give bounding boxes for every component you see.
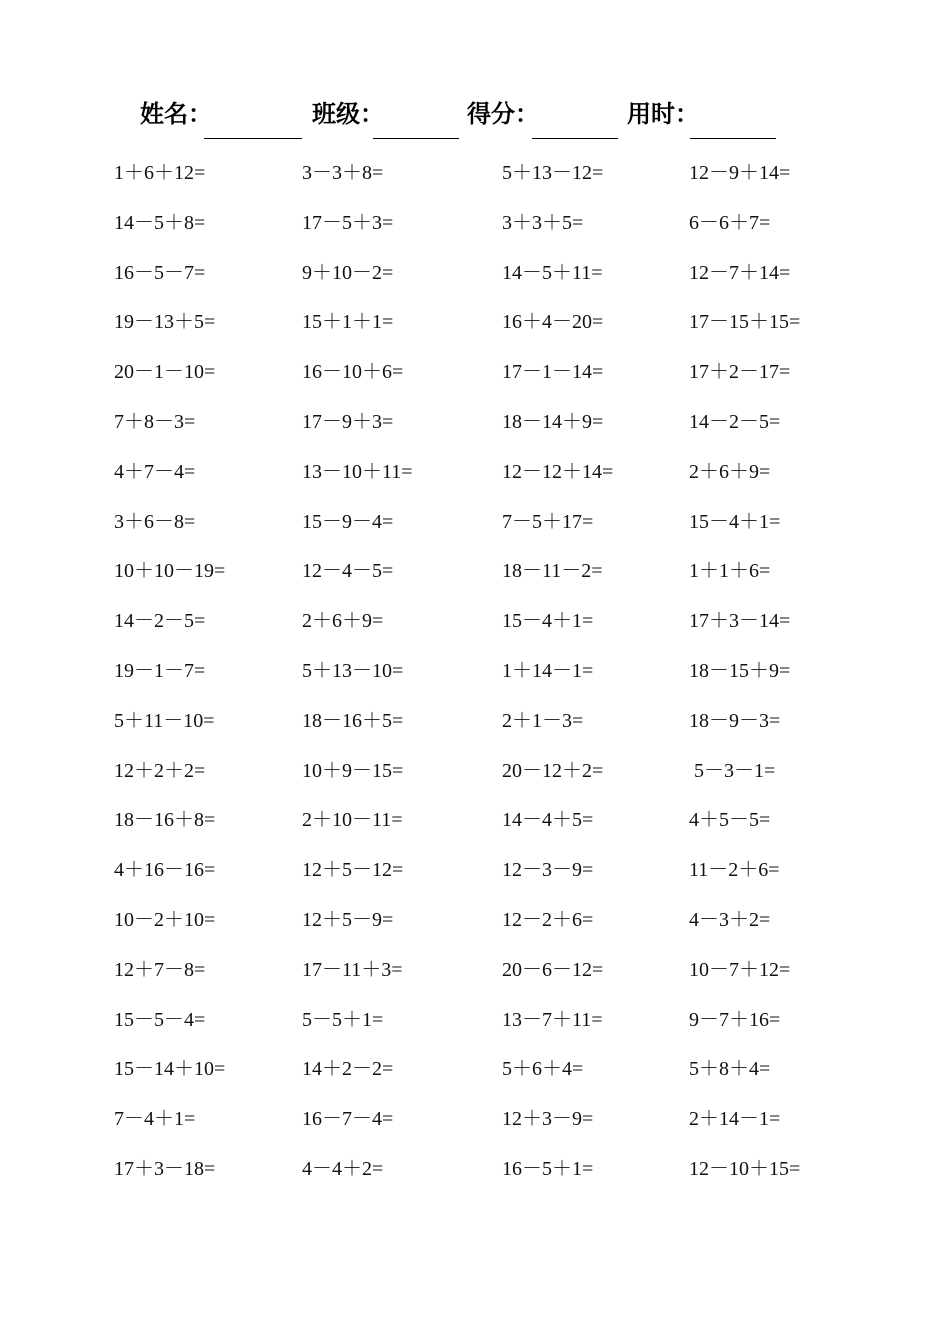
class-label: 班级： bbox=[312, 100, 384, 128]
problem-row bbox=[0, 1051, 950, 1087]
problem-row bbox=[0, 255, 950, 291]
arithmetic-problem: 7－5＋17= bbox=[502, 510, 594, 533]
arithmetic-problem: 18－16＋8= bbox=[114, 809, 216, 832]
arithmetic-problem: 2＋10－11= bbox=[302, 809, 403, 832]
problem-row bbox=[0, 852, 950, 888]
score-label: 得分： bbox=[467, 100, 539, 128]
arithmetic-problem: 14＋2－2= bbox=[302, 1058, 394, 1081]
arithmetic-problem: 16－5－7= bbox=[114, 261, 206, 284]
arithmetic-problem: 17－1－14= bbox=[502, 361, 604, 384]
arithmetic-problem: 3－3＋8= bbox=[302, 162, 384, 184]
problem-row bbox=[0, 504, 950, 540]
arithmetic-problem: 14－4＋5= bbox=[502, 809, 594, 832]
arithmetic-problem: 19－1－7= bbox=[114, 660, 206, 682]
arithmetic-problem: 10－2＋10= bbox=[114, 909, 216, 931]
arithmetic-problem: 15－4＋1= bbox=[502, 610, 594, 633]
arithmetic-problem: 11－2＋6= bbox=[689, 859, 780, 882]
arithmetic-problem: 4－3＋2= bbox=[689, 909, 771, 931]
arithmetic-problem: 4＋16－16= bbox=[114, 859, 216, 882]
arithmetic-problem: 10＋9－15= bbox=[302, 759, 404, 782]
worksheet-header bbox=[0, 96, 950, 144]
arithmetic-problem: 12－7＋14= bbox=[689, 261, 791, 284]
arithmetic-problem: 14－5＋11= bbox=[502, 261, 603, 284]
problem-row bbox=[0, 603, 950, 639]
arithmetic-problem: 12＋2＋2= bbox=[114, 759, 206, 782]
arithmetic-problem: 3＋3＋5= bbox=[502, 211, 584, 234]
problem-row bbox=[0, 553, 950, 589]
problem-row bbox=[0, 902, 950, 938]
arithmetic-problem: 18－15＋9= bbox=[689, 660, 791, 682]
arithmetic-problem: 3＋6－8= bbox=[114, 510, 196, 533]
problem-row bbox=[0, 703, 950, 739]
arithmetic-problem: 2＋6＋9= bbox=[302, 610, 384, 633]
name-label: 姓名： bbox=[140, 100, 212, 128]
arithmetic-problem: 4＋5－5= bbox=[689, 809, 771, 832]
arithmetic-problem: 16＋4－20= bbox=[502, 311, 604, 334]
arithmetic-problem: 6－6＋7= bbox=[689, 211, 771, 234]
arithmetic-problem: 1＋14－1= bbox=[502, 660, 594, 682]
problem-row bbox=[0, 454, 950, 490]
arithmetic-problem: 17＋2－17= bbox=[689, 361, 791, 384]
arithmetic-problem: 15－9－4= bbox=[302, 510, 394, 533]
arithmetic-problem: 2＋14－1= bbox=[689, 1108, 781, 1131]
arithmetic-problem: 5＋13－10= bbox=[302, 660, 404, 682]
problem-row bbox=[0, 1101, 950, 1137]
score-blank[interactable] bbox=[532, 138, 618, 139]
problem-row bbox=[0, 1151, 950, 1187]
arithmetic-problem: 2＋6＋9= bbox=[689, 460, 771, 483]
arithmetic-problem: 13－7＋11= bbox=[502, 1008, 603, 1031]
arithmetic-problem: 17－5＋3= bbox=[302, 211, 394, 234]
arithmetic-problem: 17＋3－18= bbox=[114, 1158, 216, 1180]
arithmetic-problem: 18－9－3= bbox=[689, 709, 781, 732]
class-blank[interactable] bbox=[373, 138, 459, 139]
arithmetic-problem: 12＋5－9= bbox=[302, 909, 394, 931]
arithmetic-problem: 20－6－12= bbox=[502, 958, 604, 981]
problem-row bbox=[0, 404, 950, 440]
problem-row bbox=[0, 354, 950, 390]
arithmetic-problem: 14－2－5= bbox=[689, 411, 781, 433]
arithmetic-problem: 17－9＋3= bbox=[302, 411, 394, 433]
time-blank[interactable] bbox=[690, 138, 776, 139]
arithmetic-problem: 9－7＋16= bbox=[689, 1008, 781, 1031]
arithmetic-problem: 7＋8－3= bbox=[114, 411, 196, 433]
arithmetic-problem: 1＋1＋6= bbox=[689, 560, 771, 583]
arithmetic-problem: 5－5＋1= bbox=[302, 1008, 384, 1031]
problem-row bbox=[0, 802, 950, 838]
arithmetic-problem: 5＋6＋4= bbox=[502, 1058, 584, 1081]
arithmetic-problem: 19－13＋5= bbox=[114, 311, 216, 334]
arithmetic-problem: 12＋5－12= bbox=[302, 859, 404, 882]
arithmetic-problem: 15＋1＋1= bbox=[302, 311, 394, 334]
arithmetic-problem: 5＋11－10= bbox=[114, 709, 215, 732]
arithmetic-problem: 2＋1－3= bbox=[502, 709, 584, 732]
arithmetic-problem: 18－16＋5= bbox=[302, 709, 404, 732]
arithmetic-problem: 12－2＋6= bbox=[502, 909, 594, 931]
arithmetic-problem: 4－4＋2= bbox=[302, 1158, 384, 1180]
arithmetic-problem: 18－14＋9= bbox=[502, 411, 604, 433]
arithmetic-problem: 17－15＋15= bbox=[689, 311, 801, 334]
problem-row bbox=[0, 304, 950, 340]
arithmetic-problem: 12＋3－9= bbox=[502, 1108, 594, 1131]
arithmetic-problem: 12－12＋14= bbox=[502, 460, 614, 483]
arithmetic-problem: 18－11－2= bbox=[502, 560, 603, 583]
arithmetic-problem: 20－12＋2= bbox=[502, 759, 604, 782]
arithmetic-problem: 15－5－4= bbox=[114, 1008, 206, 1031]
time-label: 用时： bbox=[627, 100, 699, 128]
arithmetic-problem: 7－4＋1= bbox=[114, 1108, 196, 1131]
arithmetic-problem: 16－7－4= bbox=[302, 1108, 394, 1131]
arithmetic-problem: 13－10＋11= bbox=[302, 460, 413, 483]
name-blank[interactable] bbox=[204, 138, 302, 139]
arithmetic-problem: 5＋8＋4= bbox=[689, 1058, 771, 1081]
arithmetic-problem: 9＋10－2= bbox=[302, 261, 394, 284]
arithmetic-problem: 10－7＋12= bbox=[689, 958, 791, 981]
problem-row bbox=[0, 205, 950, 241]
arithmetic-problem: 17－11＋3= bbox=[302, 958, 403, 981]
arithmetic-problem: 12－9＋14= bbox=[689, 162, 791, 184]
arithmetic-problem: 1＋6＋12= bbox=[114, 162, 206, 184]
problem-row bbox=[0, 952, 950, 988]
arithmetic-problem: 12－10＋15= bbox=[689, 1158, 801, 1180]
arithmetic-problem: 16－5＋1= bbox=[502, 1158, 594, 1180]
arithmetic-problem: 14－5＋8= bbox=[114, 211, 206, 234]
arithmetic-problem: 16－10＋6= bbox=[302, 361, 404, 384]
arithmetic-problem: 12－4－5= bbox=[302, 560, 394, 583]
arithmetic-problem: 15－14＋10= bbox=[114, 1058, 226, 1081]
arithmetic-problem: 15－4＋1= bbox=[689, 510, 781, 533]
arithmetic-problem: 14－2－5= bbox=[114, 610, 206, 633]
arithmetic-problem: 20－1－10= bbox=[114, 361, 216, 384]
arithmetic-problem: 4＋7－4= bbox=[114, 460, 196, 483]
problem-row bbox=[0, 1002, 950, 1038]
problem-row bbox=[0, 155, 950, 191]
problem-row bbox=[0, 653, 950, 689]
arithmetic-problem: 10＋10－19= bbox=[114, 560, 226, 583]
arithmetic-problem: 12－3－9= bbox=[502, 859, 594, 882]
arithmetic-problem: 5－3－1= bbox=[689, 759, 776, 782]
arithmetic-problem: 5＋13－12= bbox=[502, 162, 604, 184]
arithmetic-problem: 12＋7－8= bbox=[114, 958, 206, 981]
problem-row bbox=[0, 753, 950, 789]
arithmetic-problem: 17＋3－14= bbox=[689, 610, 791, 633]
